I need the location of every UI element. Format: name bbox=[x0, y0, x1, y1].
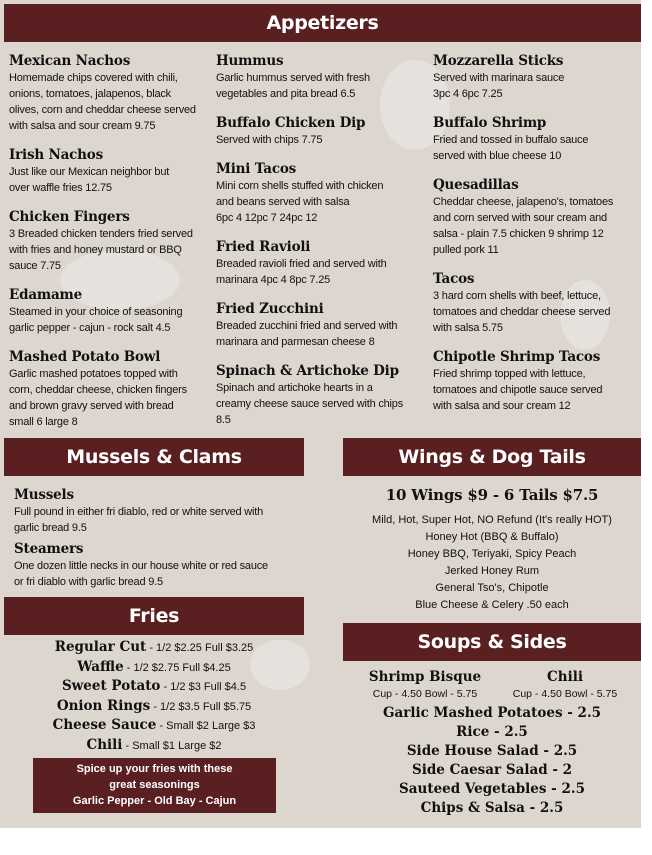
item-name: Quesadillas bbox=[433, 177, 519, 193]
item-name: Hummus bbox=[216, 53, 284, 69]
item-description: Fried and tossed in buffalo sauce served with blue cheese 10 bbox=[433, 134, 589, 162]
menu-item bbox=[9, 348, 219, 430]
soup-name: Chili bbox=[547, 669, 583, 685]
fries-item bbox=[4, 697, 304, 717]
item-description: Mini corn shells stuffed with chicken and beans served with salsa 6pc 4 12pc 7 24pc 12 bbox=[216, 180, 384, 224]
item-name: Buffalo Shrimp bbox=[433, 115, 547, 131]
fries-name: Onion Rings bbox=[56, 697, 151, 714]
item-name: Chipotle Shrimp Tacos bbox=[433, 349, 601, 365]
menu-item bbox=[14, 540, 304, 590]
appetizers-column-2 bbox=[216, 52, 430, 440]
menu-item bbox=[14, 486, 304, 536]
wing-flavor: Honey BBQ, Teriyaki, Spicy Peach bbox=[407, 548, 577, 560]
menu-item bbox=[433, 270, 641, 336]
fries-name: Waffle bbox=[77, 658, 124, 675]
menu-item bbox=[9, 286, 219, 336]
side-item: Side Caesar Salad - 2 bbox=[411, 762, 573, 778]
soup-name: Shrimp Bisque bbox=[368, 669, 482, 685]
soup-shrimp-bisque bbox=[355, 668, 495, 701]
item-description: Garlic mashed potatoes topped with corn, cheddar cheese, chicken fingers and brown gravy served with bread small 6 large 8 bbox=[9, 368, 187, 428]
fries-price: - Small $2 Large $3 bbox=[156, 720, 256, 732]
item-description: Breaded ravioli fried and served with marinara 4pc 4 8pc 7.25 bbox=[216, 258, 387, 286]
menu-item bbox=[216, 114, 430, 148]
item-description: Steamed in your choice of seasoning garlic pepper - cajun - rock salt 4.5 bbox=[9, 306, 183, 334]
fries-price: - 1/2 $2.25 Full $3.25 bbox=[146, 642, 254, 654]
item-name: Spinach & Artichoke Dip bbox=[216, 363, 399, 379]
item-name: Fried Zucchini bbox=[216, 301, 324, 317]
item-name: Mussels bbox=[14, 487, 74, 503]
fries-name: Cheese Sauce bbox=[52, 717, 157, 733]
fries-price: - 1/2 $3.5 Full $5.75 bbox=[150, 700, 252, 713]
mussels-header: Mussels & Clams bbox=[4, 438, 304, 476]
fries-price: - 1/2 $2.75 Full $4.25 bbox=[123, 661, 231, 674]
item-description: Homemade chips covered with chili, onions, tomatoes, jalapenos, black olives, corn and cheddar cheese served with salsa and sour cream 9.75 bbox=[9, 72, 196, 132]
item-description: Served with chips 7.75 bbox=[216, 134, 323, 146]
item-description: Breaded zucchini fried and served with marinara and parmesan cheese 8 bbox=[216, 320, 398, 348]
item-name: Tacos bbox=[433, 271, 475, 287]
side-item: Side House Salad - 2.5 bbox=[406, 743, 578, 759]
soups-header: Soups & Sides bbox=[343, 623, 641, 661]
seasoning-line: great seasonings bbox=[109, 779, 200, 791]
mussels-list bbox=[14, 486, 304, 594]
fries-item bbox=[4, 716, 304, 736]
fries-item bbox=[4, 658, 304, 678]
wing-flavor: Blue Cheese & Celery .50 each bbox=[415, 599, 569, 611]
side-item: Garlic Mashed Potatoes - 2.5 bbox=[382, 705, 602, 721]
menu-item bbox=[9, 146, 219, 196]
fries-price: - 1/2 $3 Full $4.5 bbox=[160, 681, 247, 693]
fries-item bbox=[4, 736, 304, 756]
item-description: Fried shrimp topped with lettuce, tomatoes and chipotle sauce served with salsa and sour cream 12 bbox=[433, 368, 603, 412]
menu-item bbox=[9, 52, 219, 134]
seasoning-box bbox=[33, 758, 276, 813]
soup-price: Cup - 4.50 Bowl - 5.75 bbox=[512, 688, 618, 700]
item-description: Full pound in either fri diablo, red or white served with garlic bread 9.5 bbox=[14, 506, 264, 534]
seasoning-line: Garlic Pepper - Old Bay - Cajun bbox=[72, 795, 237, 807]
item-description: Just like our Mexican neighbor but over waffle fries 12.75 bbox=[9, 166, 170, 194]
item-name: Mexican Nachos bbox=[9, 53, 131, 69]
wings-header: Wings & Dog Tails bbox=[343, 438, 641, 476]
soup-chili bbox=[500, 668, 630, 701]
menu-item bbox=[433, 348, 641, 414]
item-name: Edamame bbox=[9, 287, 82, 303]
seasoning-line: Spice up your fries with these bbox=[76, 763, 233, 775]
wing-flavor: Jerked Honey Rum bbox=[444, 565, 540, 577]
side-item: Sauteed Vegetables - 2.5 bbox=[399, 781, 585, 797]
item-description: 3 Breaded chicken tenders fried served with fries and honey mustard or BBQ sauce 7.75 bbox=[9, 228, 193, 272]
item-description: One dozen little necks in our house white or red sauce or fri diablo with garlic bread 9.5 bbox=[14, 560, 268, 588]
item-name: Fried Ravioli bbox=[216, 239, 311, 255]
menu-item bbox=[9, 208, 219, 274]
side-item: Chips & Salsa - 2.5 bbox=[420, 800, 564, 816]
wings-price: 10 Wings $9 - 6 Tails $7.5 bbox=[385, 486, 599, 504]
fries-price: - Small $1 Large $2 bbox=[122, 739, 222, 752]
menu-item bbox=[216, 52, 430, 102]
menu-item bbox=[216, 238, 430, 288]
item-description: Cheddar cheese, jalapeno's, tomatoes and corn served with sour cream and salsa - plain 7.5 chicken 9 shrimp 12 pulled pork 11 bbox=[433, 196, 614, 256]
wing-flavor: General Tso's, Chipotle bbox=[435, 582, 549, 594]
menu-item bbox=[216, 362, 430, 428]
wing-flavor: Mild, Hot, Super Hot, NO Refund (It's really HOT) bbox=[372, 514, 612, 526]
menu-item bbox=[433, 176, 641, 258]
appetizers-column-3 bbox=[433, 52, 641, 426]
soup-price: Cup - 4.50 Bowl - 5.75 bbox=[372, 688, 478, 700]
item-name: Steamers bbox=[14, 541, 84, 557]
menu-item bbox=[216, 160, 430, 226]
fries-header: Fries bbox=[4, 597, 304, 635]
item-description: Garlic hummus served with fresh vegetables and pita bread 6.5 bbox=[216, 72, 370, 100]
item-description: 3 hard corn shells with beef, lettuce, tomatoes and cheddar cheese served with salsa 5.75 bbox=[433, 290, 611, 334]
menu-item bbox=[216, 300, 430, 350]
item-name: Mozzarella Sticks bbox=[433, 53, 564, 69]
wing-flavor: Honey Hot (BBQ & Buffalo) bbox=[425, 531, 559, 543]
fries-name: Sweet Potato bbox=[61, 678, 161, 694]
item-description: Served with marinara sauce 3pc 4 6pc 7.25 bbox=[433, 72, 565, 100]
item-name: Mini Tacos bbox=[216, 161, 297, 177]
item-description: Spinach and artichoke hearts in a creamy cheese sauce served with chips 8.5 bbox=[216, 382, 404, 426]
fries-name: Regular Cut bbox=[54, 639, 147, 655]
appetizers-column-1 bbox=[9, 52, 219, 442]
item-name: Irish Nachos bbox=[9, 147, 103, 163]
fries-item bbox=[4, 638, 304, 658]
side-item: Rice - 2.5 bbox=[456, 724, 528, 740]
fries-name: Chili bbox=[86, 736, 123, 753]
item-name: Mashed Potato Bowl bbox=[9, 349, 161, 365]
appetizers-header: Appetizers bbox=[4, 4, 641, 42]
item-name: Chicken Fingers bbox=[9, 209, 130, 225]
menu-item bbox=[433, 52, 641, 102]
menu-item bbox=[433, 114, 641, 164]
fries-item bbox=[4, 677, 304, 697]
item-name: Buffalo Chicken Dip bbox=[216, 115, 366, 131]
